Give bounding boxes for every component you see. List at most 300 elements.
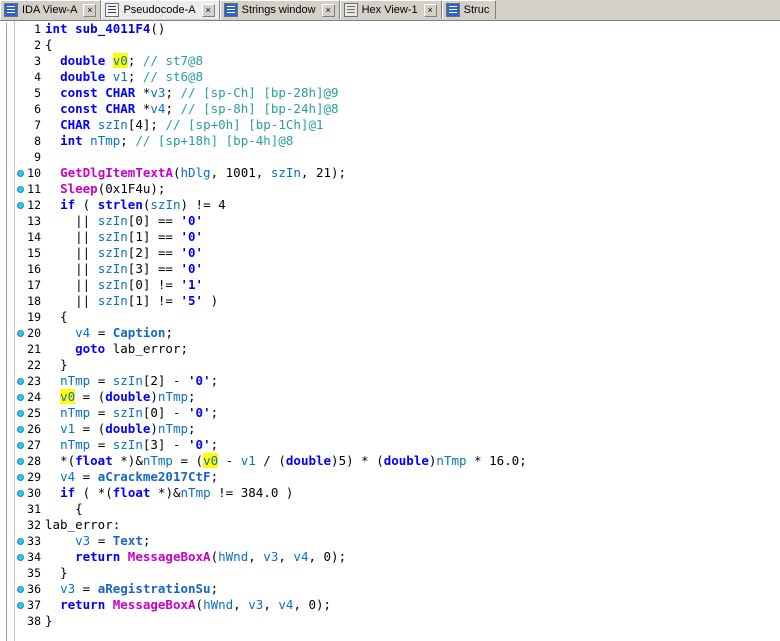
code-token: ;: [165, 101, 181, 116]
code-token: '0': [188, 405, 211, 420]
pseudocode-view[interactable]: [0, 21, 780, 641]
code-line[interactable]: [45, 421, 780, 437]
code-token: hWnd: [218, 549, 249, 564]
code-token: nTmp: [60, 437, 91, 452]
code-line[interactable]: [45, 357, 780, 373]
code-token: {: [45, 309, 68, 324]
code-token: , 21);: [300, 165, 347, 180]
code-token: [3] -: [142, 437, 189, 452]
code-token: 0x1F4u: [105, 181, 151, 196]
code-line[interactable]: [45, 133, 780, 149]
line-number: 18: [27, 294, 41, 308]
code-line[interactable]: [45, 453, 780, 469]
tab-bar[interactable]: [0, 0, 780, 21]
code-line[interactable]: [45, 229, 780, 245]
code-token: // st7@8: [142, 53, 204, 68]
close-icon[interactable]: ×: [202, 4, 215, 17]
code-token: ( *(: [75, 485, 113, 500]
code-token: szIn: [97, 245, 128, 260]
code-token: [45, 405, 60, 420]
code-token: nTmp: [436, 453, 467, 468]
code-token: ): [150, 421, 158, 436]
code-token: double: [60, 69, 106, 84]
code-token: nTmp: [180, 485, 211, 500]
tab-ida-view-a[interactable]: [0, 0, 101, 19]
code-token: ;: [120, 133, 136, 148]
code-line[interactable]: [45, 309, 780, 325]
code-token: const: [60, 101, 98, 116]
code-token: (: [142, 197, 151, 212]
code-line[interactable]: [45, 101, 780, 117]
code-token: return: [75, 549, 121, 564]
code-token: szIn: [97, 213, 128, 228]
code-line[interactable]: [45, 21, 780, 37]
code-line[interactable]: [45, 293, 780, 309]
code-token: szIn: [97, 293, 128, 308]
code-token: // st6@8: [142, 69, 204, 84]
breakpoint-marker-icon[interactable]: [17, 554, 24, 561]
code-token: sub_4011F4: [75, 21, 151, 36]
code-token: hDlg: [180, 165, 211, 180]
code-token: [45, 373, 60, 388]
code-token: MessageBoxA: [127, 549, 211, 564]
breakpoint-marker-icon[interactable]: [17, 602, 24, 609]
code-token: GetDlgItemTextA: [60, 165, 173, 180]
code-token: [0] -: [142, 405, 189, 420]
code-token: '0': [180, 245, 204, 260]
breakpoint-marker-icon[interactable]: [17, 410, 24, 417]
close-icon[interactable]: ×: [322, 4, 335, 17]
line-number: 7: [34, 118, 41, 132]
tab-struc[interactable]: [442, 0, 497, 19]
tab-hex-view-1[interactable]: [340, 0, 442, 19]
code-token: v3: [60, 581, 76, 596]
breakpoint-marker-icon[interactable]: [17, 442, 24, 449]
code-token: [3] ==: [127, 261, 181, 276]
code-token: v4: [150, 101, 166, 116]
code-token: ||: [45, 293, 98, 308]
code-token: = (: [172, 453, 204, 468]
code-token: v0: [112, 53, 128, 68]
code-token: '0': [180, 261, 204, 276]
line-number: 29: [27, 470, 41, 484]
code-token: != 384.0 ): [210, 485, 294, 500]
code-token: if: [60, 197, 76, 212]
code-line[interactable]: [45, 469, 780, 485]
code-token: hWnd: [203, 597, 234, 612]
line-number: 28: [27, 454, 41, 468]
code-token: (: [75, 197, 98, 212]
tab-pseudocode-a[interactable]: [101, 0, 219, 19]
code-token: *)&: [150, 485, 181, 500]
line-number: 15: [27, 246, 41, 260]
line-number: 31: [27, 502, 41, 516]
code-token: [45, 197, 60, 212]
code-token: nTmp: [142, 453, 173, 468]
line-number: 14: [27, 230, 41, 244]
hex-view-icon: [344, 3, 358, 17]
code-token: v4: [60, 469, 76, 484]
line-number: 16: [27, 262, 41, 276]
code-token: szIn: [150, 197, 181, 212]
code-token: '5': [180, 293, 204, 308]
tab-label: Hex View-1: [361, 4, 418, 16]
code-token: szIn: [97, 117, 128, 132]
code-token: [45, 101, 60, 116]
graph-overview-margin: [0, 21, 15, 641]
code-line[interactable]: [45, 85, 780, 101]
code-token: , 1001,: [210, 165, 271, 180]
code-token: '0': [180, 229, 204, 244]
code-token: v4: [293, 549, 309, 564]
tab-label: Struc: [463, 4, 490, 16]
code-token: v3: [150, 85, 166, 100]
code-token: ;: [142, 533, 151, 548]
code-token: v3: [75, 533, 91, 548]
line-number: 6: [34, 102, 41, 116]
code-token: Text: [112, 533, 143, 548]
code-line[interactable]: [45, 485, 780, 501]
code-token: // [sp+18h] [bp-4h]@8: [135, 133, 294, 148]
code-token: lab_error:: [45, 517, 121, 532]
code-token: [45, 53, 60, 68]
code-token: ||: [45, 277, 98, 292]
function-extent-line: [6, 23, 7, 641]
code-token: ;: [165, 325, 173, 340]
line-number: 36: [27, 582, 41, 596]
code-token: [45, 485, 60, 500]
code-token: nTmp: [157, 389, 189, 404]
breakpoint-marker-icon[interactable]: [17, 458, 24, 465]
code-token: ): [150, 389, 158, 404]
code-token: [120, 549, 128, 564]
code-line[interactable]: [45, 277, 780, 293]
line-number: 33: [27, 534, 41, 548]
code-line[interactable]: [45, 53, 780, 69]
line-number: 3: [34, 54, 41, 68]
code-token: [1] ==: [127, 229, 181, 244]
code-token: =: [90, 437, 113, 452]
code-token: [2] ==: [127, 245, 181, 260]
code-token: =: [90, 533, 113, 548]
code-token: [0] ==: [127, 213, 181, 228]
code-token: =: [75, 581, 98, 596]
code-token: = (: [75, 421, 106, 436]
code-token: ;: [210, 373, 219, 388]
code-token: ||: [45, 213, 98, 228]
breakpoint-marker-icon[interactable]: [17, 378, 24, 385]
line-number: 5: [34, 86, 41, 100]
code-token: double: [60, 53, 106, 68]
code-token: [45, 181, 60, 196]
code-line[interactable]: [45, 613, 780, 629]
code-token: [105, 69, 113, 84]
code-token: szIn: [112, 405, 143, 420]
code-token: double: [383, 453, 429, 468]
code-token: ;: [210, 405, 219, 420]
code-lines[interactable]: [45, 21, 780, 641]
code-token: // [sp-8h] [bp-24h]@8: [180, 101, 339, 116]
code-line[interactable]: [45, 517, 780, 533]
code-token: aCrackme2017CtF: [97, 469, 211, 484]
code-token: (: [97, 181, 106, 196]
code-token: [45, 549, 75, 564]
tab-label: IDA View-A: [22, 4, 78, 16]
line-number: 4: [34, 70, 41, 84]
code-token: ;: [127, 53, 143, 68]
line-number: 9: [34, 150, 41, 164]
line-number: 2: [34, 38, 41, 52]
code-token: int: [45, 21, 76, 36]
code-line[interactable]: [45, 533, 780, 549]
code-token: ;: [165, 85, 181, 100]
code-token: [45, 581, 60, 596]
line-number: 10: [27, 166, 41, 180]
code-token: [45, 117, 60, 132]
code-token: [45, 469, 60, 484]
code-token: }: [45, 357, 68, 372]
code-token: =: [90, 373, 113, 388]
line-number: 25: [27, 406, 41, 420]
code-token: / (: [255, 453, 286, 468]
code-token: nTmp: [60, 373, 91, 388]
code-token: , 0);: [308, 549, 347, 564]
code-token: szIn: [270, 165, 301, 180]
code-token: v4: [75, 325, 91, 340]
line-number: 17: [27, 278, 41, 292]
code-token: Caption: [112, 325, 166, 340]
code-token: }: [45, 613, 53, 628]
breakpoint-marker-icon[interactable]: [17, 170, 24, 177]
code-token: lab_error: [112, 341, 181, 356]
code-token: szIn: [112, 373, 143, 388]
code-token: *)&: [112, 453, 143, 468]
code-token: double: [105, 421, 151, 436]
code-token: {: [45, 37, 53, 52]
code-token: float: [75, 453, 113, 468]
code-token: *: [135, 85, 151, 100]
code-token: [105, 341, 113, 356]
code-token: '0': [180, 213, 204, 228]
breakpoint-marker-icon[interactable]: [17, 330, 24, 337]
code-token: aRegistrationSu: [97, 581, 211, 596]
breakpoint-marker-icon[interactable]: [17, 538, 24, 545]
code-token: ,: [263, 597, 279, 612]
tab-label: Pseudocode-A: [123, 4, 196, 16]
code-token: szIn: [97, 229, 128, 244]
line-number: 12: [27, 198, 41, 212]
ida-view-icon: [4, 3, 18, 17]
code-line[interactable]: [45, 565, 780, 581]
code-line[interactable]: [45, 341, 780, 357]
line-number: 24: [27, 390, 41, 404]
code-token: =: [75, 469, 98, 484]
code-line[interactable]: [45, 165, 780, 181]
code-token: if: [60, 485, 76, 500]
code-token: ;: [127, 69, 143, 84]
code-token: , 0);: [293, 597, 332, 612]
code-line[interactable]: [45, 117, 780, 133]
code-token: strlen: [97, 197, 143, 212]
code-token: *(: [45, 453, 76, 468]
code-token: (: [210, 549, 219, 564]
code-token: ;: [210, 581, 219, 596]
code-line[interactable]: [45, 405, 780, 421]
line-number: 37: [27, 598, 41, 612]
code-token: nTmp: [60, 405, 91, 420]
line-number-gutter: [15, 21, 45, 641]
code-token: [45, 341, 75, 356]
code-line[interactable]: [45, 245, 780, 261]
code-token: Sleep: [60, 181, 98, 196]
line-number: 23: [27, 374, 41, 388]
code-token: ): [203, 293, 219, 308]
code-token: ;: [188, 389, 196, 404]
code-token: [0] !=: [127, 277, 181, 292]
code-token: }: [45, 565, 68, 580]
code-line[interactable]: [45, 501, 780, 517]
code-line[interactable]: [45, 437, 780, 453]
code-token: ,: [248, 549, 264, 564]
tab-label: Strings window: [241, 4, 316, 16]
code-token: -: [218, 453, 241, 468]
code-token: [45, 533, 75, 548]
tab-strings-window[interactable]: [220, 0, 340, 19]
code-token: ;: [180, 341, 189, 356]
code-token: ||: [45, 245, 98, 260]
code-token: goto: [75, 341, 106, 356]
pseudocode-icon: [105, 3, 119, 17]
code-token: =: [90, 405, 113, 420]
code-token: MessageBoxA: [112, 597, 196, 612]
code-line[interactable]: [45, 597, 780, 613]
code-token: '0': [188, 373, 211, 388]
code-token: =: [90, 325, 113, 340]
breakpoint-marker-icon[interactable]: [17, 586, 24, 593]
code-token: v3: [263, 549, 279, 564]
code-token: szIn: [97, 261, 128, 276]
line-number: 30: [27, 486, 41, 500]
code-token: v1: [240, 453, 256, 468]
line-number: 19: [27, 310, 41, 324]
code-token: double: [285, 453, 332, 468]
code-token: '1': [180, 277, 204, 292]
code-line[interactable]: [45, 549, 780, 565]
code-token: '0': [188, 437, 211, 452]
code-token: [2] -: [142, 373, 189, 388]
breakpoint-marker-icon[interactable]: [17, 394, 24, 401]
code-token: v3: [248, 597, 264, 612]
code-token: [45, 69, 60, 84]
code-line[interactable]: [45, 389, 780, 405]
code-token: [45, 325, 75, 340]
code-token: [4];: [127, 117, 166, 132]
code-token: CHAR: [60, 117, 91, 132]
line-number: 26: [27, 422, 41, 436]
code-line[interactable]: [45, 213, 780, 229]
code-token: ) != 4: [180, 197, 226, 212]
line-number: 34: [27, 550, 41, 564]
code-token: ,: [233, 597, 249, 612]
breakpoint-marker-icon[interactable]: [17, 202, 24, 209]
code-token: float: [112, 485, 151, 500]
code-token: [45, 421, 60, 436]
code-token: v4: [278, 597, 294, 612]
code-token: = (: [75, 389, 106, 404]
line-number: 38: [27, 614, 41, 628]
code-token: v1: [60, 421, 76, 436]
code-line[interactable]: [45, 37, 780, 53]
code-token: (: [195, 597, 204, 612]
code-line[interactable]: [45, 581, 780, 597]
strings-icon: [224, 3, 238, 17]
code-token: {: [45, 501, 83, 516]
code-token: [45, 437, 60, 452]
code-token: )5) * (: [331, 453, 384, 468]
breakpoint-marker-icon[interactable]: [17, 426, 24, 433]
code-token: ,: [278, 549, 294, 564]
breakpoint-marker-icon[interactable]: [17, 186, 24, 193]
code-token: [45, 133, 60, 148]
code-token: szIn: [112, 437, 143, 452]
code-line[interactable]: [45, 69, 780, 85]
code-line[interactable]: [45, 197, 780, 213]
code-token: // [sp+0h] [bp-1Ch]@1: [165, 117, 324, 132]
line-number: 32: [27, 518, 41, 532]
code-token: [90, 117, 98, 132]
code-token: const: [60, 85, 98, 100]
line-number: 20: [27, 326, 41, 340]
code-token: return: [60, 597, 106, 612]
code-token: *: [135, 101, 151, 116]
code-line[interactable]: [45, 261, 780, 277]
code-token: v1: [112, 69, 128, 84]
line-number: 35: [27, 566, 41, 580]
line-number: 8: [34, 134, 41, 148]
code-token: [45, 85, 60, 100]
line-number: 22: [27, 358, 41, 372]
code-line[interactable]: [45, 325, 780, 341]
code-token: [105, 53, 113, 68]
line-number: 1: [34, 22, 41, 36]
code-token: v0: [60, 389, 76, 404]
code-line[interactable]: [45, 373, 780, 389]
line-number: 21: [27, 342, 41, 356]
code-token: nTmp: [90, 133, 121, 148]
code-token: ): [428, 453, 437, 468]
breakpoint-marker-icon[interactable]: [17, 474, 24, 481]
code-token: nTmp: [157, 421, 189, 436]
code-token: [45, 597, 60, 612]
code-token: ;: [210, 469, 219, 484]
code-token: int: [60, 133, 83, 148]
code-token: [45, 165, 60, 180]
line-number: 11: [27, 182, 41, 196]
code-token: ;: [188, 421, 196, 436]
code-token: ||: [45, 229, 98, 244]
code-token: CHAR: [105, 85, 136, 100]
close-icon[interactable]: ×: [83, 4, 96, 17]
code-token: [1] !=: [127, 293, 181, 308]
code-line[interactable]: [45, 149, 780, 165]
code-token: * 16.0;: [466, 453, 527, 468]
code-token: ||: [45, 261, 98, 276]
line-number: 27: [27, 438, 41, 452]
breakpoint-marker-icon[interactable]: [17, 490, 24, 497]
close-icon[interactable]: ×: [424, 4, 437, 17]
code-token: v0: [203, 453, 219, 468]
code-line[interactable]: [45, 181, 780, 197]
